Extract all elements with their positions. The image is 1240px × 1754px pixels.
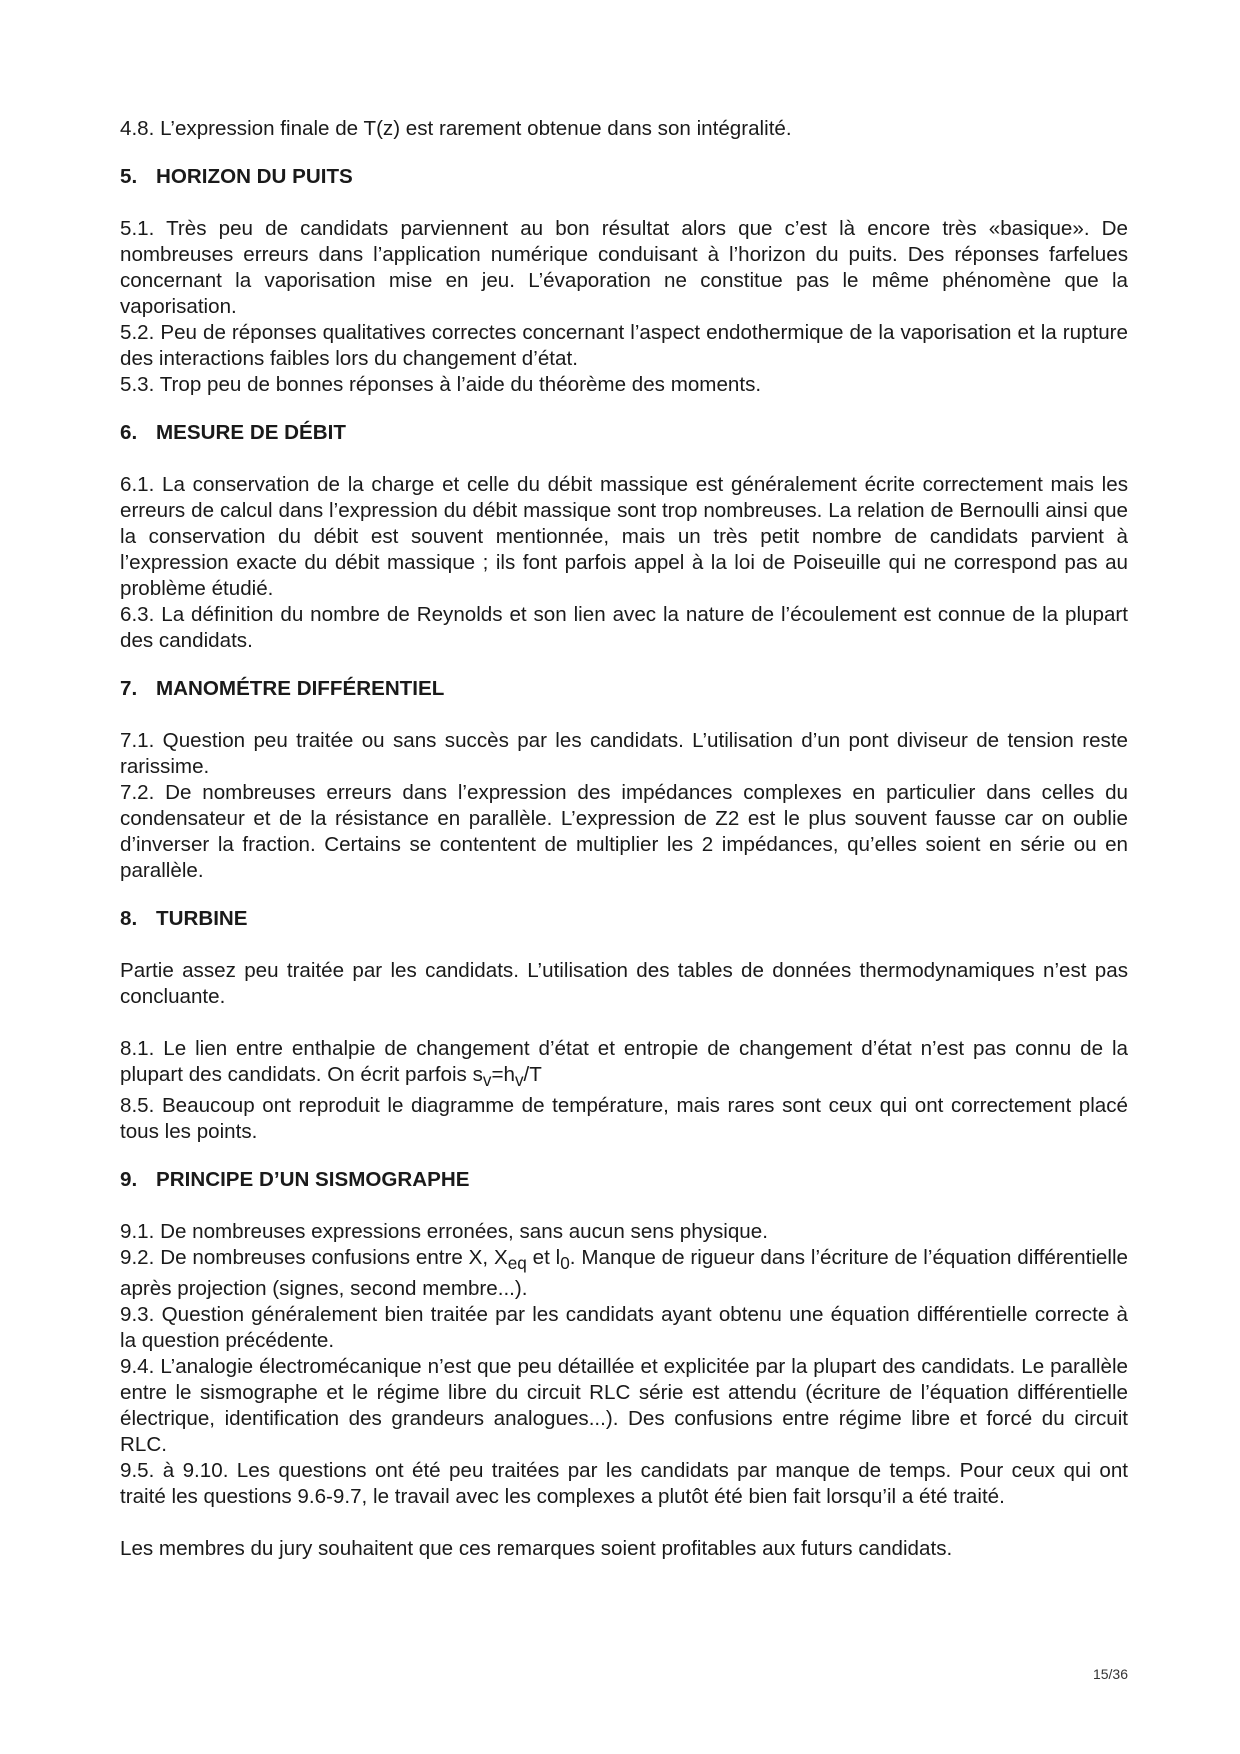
paragraph-9-5: 9.5. à 9.10. Les questions ont été peu traitées par les candidats par manque de temps. Pour ceux qui ont traité les questions 9.6-9.7, le travail avec les complexes a plutôt été bien fait lorsqu’il a été traité. (120, 1459, 1128, 1509)
section-number: 7. (120, 677, 138, 700)
section-number: 9. (120, 1168, 138, 1192)
paragraph-9-3: 9.3. Question généralement bien traitée par les candidats ayant obtenu une équation différentielle correcte à la question précédente. (120, 1303, 1128, 1353)
section-number: 8. (120, 907, 138, 930)
section-heading-9 (120, 1167, 1128, 1193)
section-heading-6 (120, 420, 1128, 446)
section-title: PRINCIPE D’UN SISMOGRAPHE (156, 1168, 470, 1192)
paragraph-9-4: 9.4. L’analogie électromécanique n’est que peu détaillée et explicitée par la plupart des candidats. Le parallèle entre le sismographe et le régime libre du circuit RLC série est attendu (écriture de l’équation différentielle électrique, identification des grandeurs analogues...). Des confusions entre régime libre et forcé du circuit RLC. (120, 1355, 1128, 1457)
paragraph-6-3: 6.3. La définition du nombre de Reynolds et son lien avec la nature de l’écoulement est connue de la plupart des candidats. (120, 603, 1128, 652)
paragraph-5-3: 5.3. Trop peu de bonnes réponses à l’aide du théorème des moments. (120, 373, 762, 396)
document-page (120, 116, 1128, 1562)
section-title: HORIZON DU PUITS (156, 165, 353, 188)
section-number: 6. (120, 421, 138, 444)
paragraph-6-1: 6.1. La conservation de la charge et celle du débit massique est généralement écrite correctement mais les erreurs de calcul dans l’expression du débit massique sont trop nombreuses. La relation de Bernoulli ainsi que la conservation du débit est souvent mentionnée, mais un très petit nombre de candidats parvient à l’expression exacte du débit massique ; ils font parfois appel à la loi de Poiseuille qui ne correspond pas au problème étudié. (120, 473, 1128, 600)
paragraph-9-2: 9.2. De nombreuses confusions entre X, $X_{eq}$ et $l_0$. Manque de rigueur dans l’écriture de l’équation différentielle après projection (signes, second membre...). (120, 1246, 1128, 1301)
paragraph-7-2: 7.2. De nombreuses erreurs dans l’expression des impédances complexes en particulier dans celles du condensateur et de la résistance en parallèle. L’expression de Z2 est le plus souvent fausse car on oublie d’inverser la fraction. Certains se contentent de multiplier les 2 impédances, qu’elles soient en série ou en parallèle. (120, 781, 1128, 882)
paragraph-9-1: 9.1. De nombreuses expressions erronées, sans aucun sens physique. (120, 1220, 768, 1244)
paragraph-8-intro: Partie assez peu traitée par les candidats. L’utilisation des tables de données thermodynamiques n’est pas concluante. (120, 959, 1128, 1008)
section-title: TURBINE (156, 907, 248, 930)
paragraph-8-5: 8.5. Beaucoup ont reproduit le diagramme de température, mais rares sont ceux qui ont correctement placé tous les points. (120, 1094, 1128, 1144)
section-number: 5. (120, 165, 138, 188)
paragraph-5-1: 5.1. Très peu de candidats parviennent au bon résultat alors que c’est là encore très «basique». De nombreuses erreurs dans l’application numérique conduisant à l’horizon du puits. Des réponses farfelues concernant la vaporisation mise en jeu. L’évaporation ne constitue pas le même phénomène que la vaporisation. (120, 217, 1128, 318)
intro-paragraph: 4.8. L’expression finale de T(z) est rarement obtenue dans son intégralité. (120, 117, 792, 140)
paragraph-8-1: 8.1. Le lien entre enthalpie de changement d’état et entropie de changement d’état n’est pas connu de la plupart des candidats. On écrit parfois $s_v=h_v/T$ (120, 1037, 1128, 1091)
page-number: 15/36 (1092, 1666, 1128, 1682)
section-title: MESURE DE DÉBIT (156, 421, 346, 444)
closing-paragraph: Les membres du jury souhaitent que ces remarques soient profitables aux futurs candidats. (120, 1537, 953, 1561)
section-heading-8 (120, 906, 1128, 932)
paragraph-5-2: 5.2. Peu de réponses qualitatives correctes concernant l’aspect endothermique de la vaporisation et la rupture des interactions faibles lors du changement d’état. (120, 321, 1128, 370)
section-heading-5 (120, 164, 1128, 190)
section-heading-7 (120, 676, 1128, 702)
paragraph-7-1: 7.1. Question peu traitée ou sans succès par les candidats. L’utilisation d’un pont diviseur de tension reste rarissime. (120, 729, 1128, 778)
section-title: MANOMÉTRE DIFFÉRENTIEL (156, 677, 445, 700)
